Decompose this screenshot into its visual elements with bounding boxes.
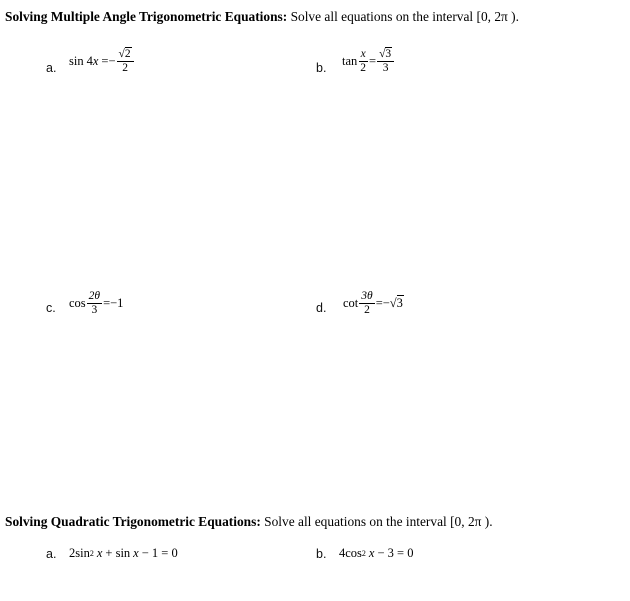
problem-1a-fraction xyxy=(117,48,134,75)
problem-1d-func: cot xyxy=(343,296,359,310)
problem-2a-part2: + sin xyxy=(105,546,131,560)
problem-1b-radicand: 3 xyxy=(385,48,392,60)
problem-2a-exponent: 2 xyxy=(89,549,94,558)
problem-1a-func: sin xyxy=(69,54,84,68)
section-1-title-bold: Solving Multiple Angle Trigonometric Equations: xyxy=(5,9,288,24)
section-2-heading xyxy=(5,514,493,530)
problem-1b-equation xyxy=(342,48,395,75)
problem-1d-radical-sign: √ xyxy=(389,296,397,310)
problem-1c-rhs: =−1 xyxy=(103,296,124,310)
problem-1a-equals: = xyxy=(101,54,109,68)
problem-1a-denominator: 2 xyxy=(122,62,128,74)
problem-1a-sign: − xyxy=(108,54,116,68)
problem-1b-radical-sign: √ xyxy=(379,48,386,60)
problem-2b-equation xyxy=(339,546,413,561)
problem-1b-rhs-den: 3 xyxy=(382,62,389,74)
problem-2a-var2: x xyxy=(133,546,139,560)
problem-1a-arg-coef: 4 xyxy=(86,54,93,68)
problem-1c-label: c. xyxy=(46,301,56,315)
problem-1d-radicand: 3 xyxy=(396,296,403,310)
problem-1d-equation xyxy=(343,290,404,317)
problem-1a-radical-sign: √ xyxy=(118,48,125,60)
problem-1b-arg-den: 2 xyxy=(360,62,367,74)
problem-1c-func: cos xyxy=(69,296,86,310)
problem-1a-arg-var: x xyxy=(92,54,99,68)
problem-1d-arg-fraction xyxy=(359,290,374,317)
problem-1c-arg-fraction xyxy=(87,290,102,317)
problem-1d-arg-den: 2 xyxy=(364,304,370,316)
problem-1c-arg-den: 3 xyxy=(91,304,98,316)
problem-1c-equation xyxy=(69,290,123,317)
problem-1a-equation xyxy=(69,48,135,75)
problem-1b-label: b. xyxy=(316,61,327,75)
problem-1d-label: d. xyxy=(316,301,327,315)
problem-1b-func: tan xyxy=(342,54,358,68)
problem-1b-rhs-fraction xyxy=(377,48,394,75)
problem-2a-part1: 2sin xyxy=(69,546,90,560)
problem-1a-label: a. xyxy=(46,61,57,75)
section-1-title-rest: Solve all equations on the interval [0, 2π ). xyxy=(287,9,519,24)
problem-1c-arg-num: 2θ xyxy=(88,290,101,302)
problem-2b-exponent: 2 xyxy=(361,549,366,558)
problem-1d-arg-num: 3θ xyxy=(361,290,373,302)
problem-2a-label: a. xyxy=(46,547,57,561)
section-1-heading xyxy=(5,9,519,25)
problem-2b-label: b. xyxy=(316,547,327,561)
problem-2b-part2: − 3 = 0 xyxy=(377,546,414,560)
problem-1a-radicand: 2 xyxy=(124,48,131,60)
problem-2b-var1: x xyxy=(368,546,375,560)
section-2-title-bold: Solving Quadratic Trigonometric Equations: xyxy=(5,514,261,529)
problem-1d-rhs: =− xyxy=(375,296,390,310)
problem-1b-arg-num: x xyxy=(360,48,366,60)
section-2-title-rest: Solve all equations on the interval [0, 2π ). xyxy=(260,514,493,529)
problem-2b-part1: 4cos xyxy=(339,546,362,560)
problem-2a-equation xyxy=(69,546,178,561)
problem-1b-arg-fraction xyxy=(358,48,368,75)
problem-2a-var1: x xyxy=(96,546,103,560)
problem-2a-part3: − 1 = 0 xyxy=(141,546,178,560)
problem-1b-equals: = xyxy=(369,54,377,68)
